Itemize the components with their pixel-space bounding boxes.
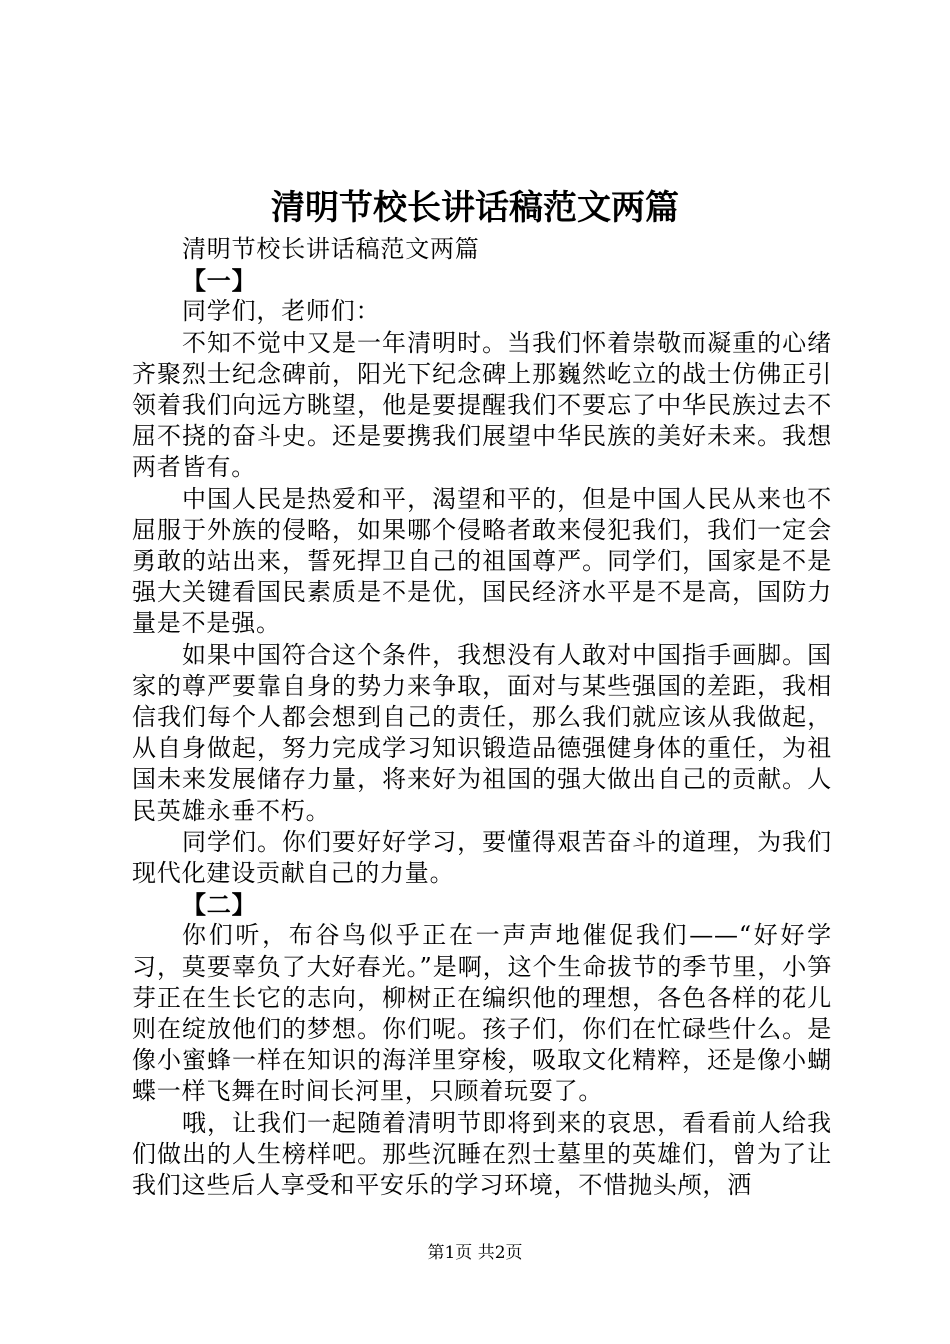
- body-paragraph: 同学们。你们要好好学习，要懂得艰苦奋斗的道理，为我们现代化建设贡献自己的力量。: [132, 827, 832, 888]
- body-paragraph: 中国人民是热爱和平，渴望和平的，但是中国人民从来也不屈服于外族的侵略，如果哪个侵略者敢来侵犯我们，我们一定会勇敢的站出来，誓死捍卫自己的祖国尊严。同学们，国家是不是强大关键看国民素质是不是优，国民经济水平是不是高，国防力量是不是强。: [132, 484, 832, 638]
- subtitle-paragraph: 清明节校长讲话稿范文两篇: [182, 235, 480, 263]
- section-heading-one: 【一】: [182, 266, 257, 296]
- document-title: 清明节校长讲话稿范文两篇: [271, 188, 679, 228]
- salutation-paragraph: 同学们，老师们：: [182, 297, 381, 326]
- body-paragraph: 不知不觉中又是一年清明时。当我们怀着崇敬而凝重的心绪齐聚烈士纪念碑前，阳光下纪念碑上那巍然屹立的战士仿佛正引领着我们向远方眺望，他是要提醒我们不要忘了中华民族过去不屈不挠的奋斗史。还是要携我们展望中华民族的美好未来。我想两者皆有。: [132, 328, 832, 482]
- body-paragraph: 哦，让我们一起随着清明节即将到来的哀思，看看前人给我们做出的人生榜样吧。那些沉睡在烈士墓里的英雄们，曾为了让我们这些后人享受和平安乐的学习环境，不惜抛头颅，洒: [132, 1108, 832, 1200]
- page-footer: 第1页 共2页: [427, 1243, 523, 1263]
- body-paragraph: 如果中国符合这个条件，我想没有人敢对中国指手画脚。国家的尊严要靠自身的势力来争取，面对与某些强国的差距，我相信我们每个人都会想到自己的责任，那么我们就应该从我做起，从自身做起，努力完成学习知识锻造品德强健身体的重任，为祖国未来发展储存力量，将来好为祖国的强大做出自己的贡献。人民英雄永垂不朽。: [132, 640, 832, 825]
- section-heading-two: 【二】: [182, 890, 257, 920]
- body-paragraph: 你们听，布谷鸟似乎正在一声声地催促我们——“好好学习，莫要辜负了大好春光。”是啊，这个生命拔节的季节里，小笋芽正在生长它的志向，柳树正在编织他的理想，各色各样的花儿则在绽放他们的梦想。你们呢。孩子们，你们在忙碌些什么。是像小蜜蜂一样在知识的海洋里穿梭，吸取文化精粹，还是像小蝴蝶一样飞舞在时间长河里，只顾着玩耍了。: [132, 921, 832, 1106]
- document-body: [132, 234, 832, 1201]
